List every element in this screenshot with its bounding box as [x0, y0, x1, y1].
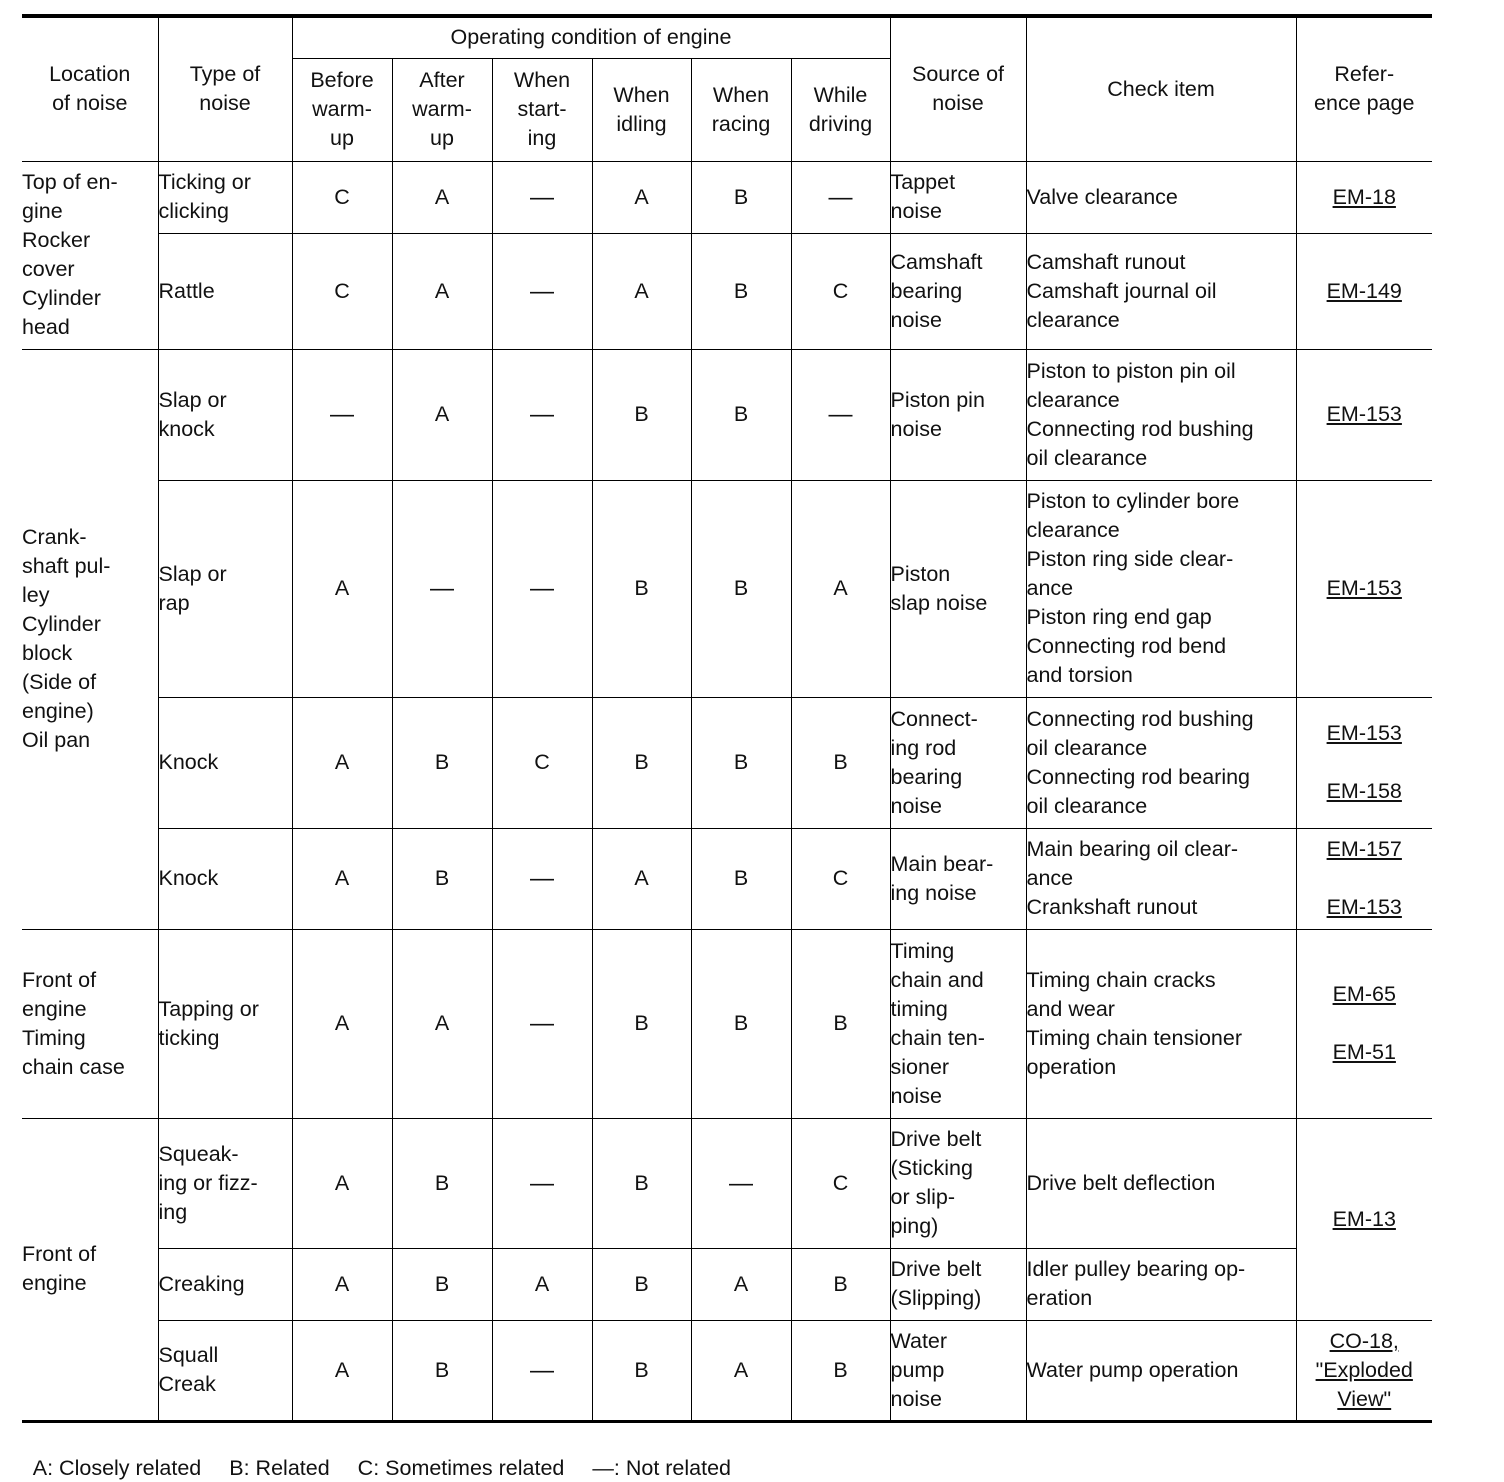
reference-cell — [1296, 161, 1432, 233]
reference-cell — [1296, 1118, 1432, 1320]
noise-diagnosis-table — [22, 14, 1432, 1423]
condition-cell: A — [592, 828, 691, 929]
location-cell: Crank- shaft pul- ley Cylinder block (Side of engine) Oil pan — [22, 349, 158, 929]
noise-type-cell: Knock — [158, 697, 292, 828]
condition-cell: B — [392, 1320, 492, 1421]
legend-closely-related: A: Closely related — [32, 1456, 202, 1480]
noise-type-cell: Slap or rap — [158, 480, 292, 697]
legend-related: B: Related — [229, 1456, 330, 1480]
reference-cell — [1296, 1320, 1432, 1421]
condition-cell: B — [592, 1320, 691, 1421]
table-row — [22, 929, 1432, 1118]
noise-source-cell: Water pump noise — [890, 1320, 1026, 1421]
noise-type-cell: Squall Creak — [158, 1320, 292, 1421]
header-before-warm-up: Before warm- up — [292, 58, 392, 161]
condition-cell: A — [292, 697, 392, 828]
header-when-idling: When idling — [592, 58, 691, 161]
check-item-cell: Main bearing oil clear- ance Crankshaft runout — [1026, 828, 1296, 929]
header-location: Location of noise — [22, 16, 158, 161]
reference-link[interactable]: EM-157 — [1326, 837, 1402, 861]
check-item-cell: Piston to piston pin oil clearance Connecting rod bushing oil clearance — [1026, 349, 1296, 480]
condition-cell: A — [791, 480, 890, 697]
condition-cell: — — [392, 480, 492, 697]
condition-cell: B — [791, 697, 890, 828]
check-item-cell: Camshaft runout Camshaft journal oil clearance — [1026, 233, 1296, 349]
check-item-cell: Connecting rod bushing oil clearance Connecting rod bearing oil clearance — [1026, 697, 1296, 828]
table-row — [22, 233, 1432, 349]
header-after-warm-up: After warm- up — [392, 58, 492, 161]
noise-source-cell: Timing chain and timing chain ten- sioner noise — [890, 929, 1026, 1118]
condition-cell: B — [592, 929, 691, 1118]
table-row — [22, 1248, 1432, 1320]
condition-cell: A — [592, 161, 691, 233]
condition-cell: — — [492, 1118, 592, 1248]
reference-link[interactable]: EM-153 — [1326, 402, 1402, 426]
condition-cell: — — [492, 161, 592, 233]
condition-cell: B — [691, 697, 791, 828]
location-cell: Front of engine — [22, 1118, 158, 1421]
header-operating-condition: Operating condition of engine — [292, 16, 890, 58]
condition-cell: B — [691, 233, 791, 349]
condition-cell: — — [492, 480, 592, 697]
reference-link[interactable]: EM-158 — [1326, 779, 1402, 803]
condition-cell: A — [691, 1320, 791, 1421]
reference-link[interactable]: CO-18, "Exploded View" — [1315, 1328, 1413, 1411]
reference-cell — [1296, 929, 1432, 1118]
condition-cell: B — [691, 828, 791, 929]
check-item-cell: Piston to cylinder bore clearance Piston ring side clear- ance Piston ring end gap Connecting rod bend and torsion — [1026, 480, 1296, 697]
reference-link[interactable]: EM-18 — [1332, 184, 1396, 209]
noise-source-cell: Piston pin noise — [890, 349, 1026, 480]
reference-cell — [1296, 233, 1432, 349]
noise-type-cell: Tapping or ticking — [158, 929, 292, 1118]
header-while-driving: While driving — [791, 58, 890, 161]
check-item-cell: Valve clearance — [1026, 161, 1296, 233]
header-when-starting: When start- ing — [492, 58, 592, 161]
legend-not-related: —: Not related — [592, 1456, 732, 1480]
condition-cell: — — [492, 929, 592, 1118]
header-check-item: Check item — [1026, 16, 1296, 161]
condition-cell: B — [691, 929, 791, 1118]
reference-cell — [1296, 697, 1432, 828]
condition-cell: C — [791, 233, 890, 349]
table-row — [22, 697, 1432, 828]
noise-type-cell: Ticking or clicking — [158, 161, 292, 233]
legend-sometimes-related: C: Sometimes related — [357, 1456, 565, 1480]
table-row — [22, 1320, 1432, 1421]
noise-type-cell: Knock — [158, 828, 292, 929]
condition-cell: B — [691, 349, 791, 480]
reference-cell — [1296, 828, 1432, 929]
condition-cell: C — [492, 697, 592, 828]
reference-link[interactable]: EM-51 — [1332, 1040, 1396, 1064]
check-item-cell: Water pump operation — [1026, 1320, 1296, 1421]
condition-cell: B — [592, 1248, 691, 1320]
condition-cell: A — [292, 828, 392, 929]
noise-source-cell: Camshaft bearing noise — [890, 233, 1026, 349]
check-item-cell: Idler pulley bearing op- eration — [1026, 1248, 1296, 1320]
noise-type-cell: Rattle — [158, 233, 292, 349]
reference-link[interactable]: EM-65 — [1332, 982, 1396, 1006]
noise-source-cell: Piston slap noise — [890, 480, 1026, 697]
table-row — [22, 480, 1432, 697]
condition-cell: A — [392, 929, 492, 1118]
noise-source-cell: Main bear- ing noise — [890, 828, 1026, 929]
condition-cell: — — [292, 349, 392, 480]
condition-cell: B — [392, 697, 492, 828]
condition-cell: — — [492, 1320, 592, 1421]
table-row — [22, 349, 1432, 480]
condition-cell: B — [791, 929, 890, 1118]
reference-cell — [1296, 480, 1432, 697]
check-item-cell: Timing chain cracks and wear Timing chain tensioner operation — [1026, 929, 1296, 1118]
noise-type-cell: Creaking — [158, 1248, 292, 1320]
condition-cell: A — [292, 480, 392, 697]
noise-source-cell: Drive belt (Sticking or slip- ping) — [890, 1118, 1026, 1248]
condition-cell: B — [592, 697, 691, 828]
table-row — [22, 161, 1432, 233]
condition-cell: — — [492, 349, 592, 480]
condition-cell: B — [392, 1118, 492, 1248]
table-row — [22, 828, 1432, 929]
header-source: Source of noise — [890, 16, 1026, 161]
condition-cell: B — [691, 161, 791, 233]
condition-cell: A — [492, 1248, 592, 1320]
reference-link[interactable]: EM-13 — [1332, 1206, 1396, 1231]
condition-cell: A — [292, 1320, 392, 1421]
condition-cell: C — [791, 828, 890, 929]
reference-link[interactable]: EM-153 — [1326, 721, 1402, 745]
condition-cell: B — [592, 349, 691, 480]
condition-cell: B — [392, 828, 492, 929]
header-when-racing: When racing — [691, 58, 791, 161]
condition-cell: A — [292, 1118, 392, 1248]
reference-link[interactable]: EM-153 — [1326, 576, 1402, 600]
condition-cell: C — [292, 161, 392, 233]
noise-source-cell: Connect- ing rod bearing noise — [890, 697, 1026, 828]
noise-type-cell: Squeak- ing or fizz- ing — [158, 1118, 292, 1248]
condition-cell: C — [791, 1118, 890, 1248]
condition-cell: — — [691, 1118, 791, 1248]
noise-source-cell: Drive belt (Slipping) — [890, 1248, 1026, 1320]
condition-cell: A — [292, 1248, 392, 1320]
condition-cell: A — [392, 161, 492, 233]
reference-link[interactable]: EM-149 — [1326, 278, 1402, 303]
reference-link[interactable]: EM-153 — [1326, 895, 1402, 919]
condition-cell: B — [392, 1248, 492, 1320]
header-reference: Refer- ence page — [1296, 16, 1432, 161]
condition-cell: — — [492, 828, 592, 929]
table-row — [22, 1118, 1432, 1248]
reference-cell — [1296, 349, 1432, 480]
condition-cell: B — [592, 480, 691, 697]
noise-type-cell: Slap or knock — [158, 349, 292, 480]
condition-cell: B — [592, 1118, 691, 1248]
condition-cell: A — [392, 349, 492, 480]
location-cell: Top of en- gine Rocker cover Cylinder head — [22, 161, 158, 349]
condition-cell: C — [292, 233, 392, 349]
condition-cell: — — [791, 161, 890, 233]
check-item-cell: Drive belt deflection — [1026, 1118, 1296, 1248]
condition-cell: A — [592, 233, 691, 349]
condition-cell: A — [691, 1248, 791, 1320]
condition-cell: B — [791, 1248, 890, 1320]
header-type: Type of noise — [158, 16, 292, 161]
condition-cell: B — [791, 1320, 890, 1421]
condition-cell: — — [492, 233, 592, 349]
condition-cell: B — [691, 480, 791, 697]
condition-cell: A — [292, 929, 392, 1118]
location-cell: Front of engine Timing chain case — [22, 929, 158, 1118]
legend — [22, 1426, 759, 1482]
noise-source-cell: Tappet noise — [890, 161, 1026, 233]
condition-cell: — — [791, 349, 890, 480]
condition-cell: A — [392, 233, 492, 349]
